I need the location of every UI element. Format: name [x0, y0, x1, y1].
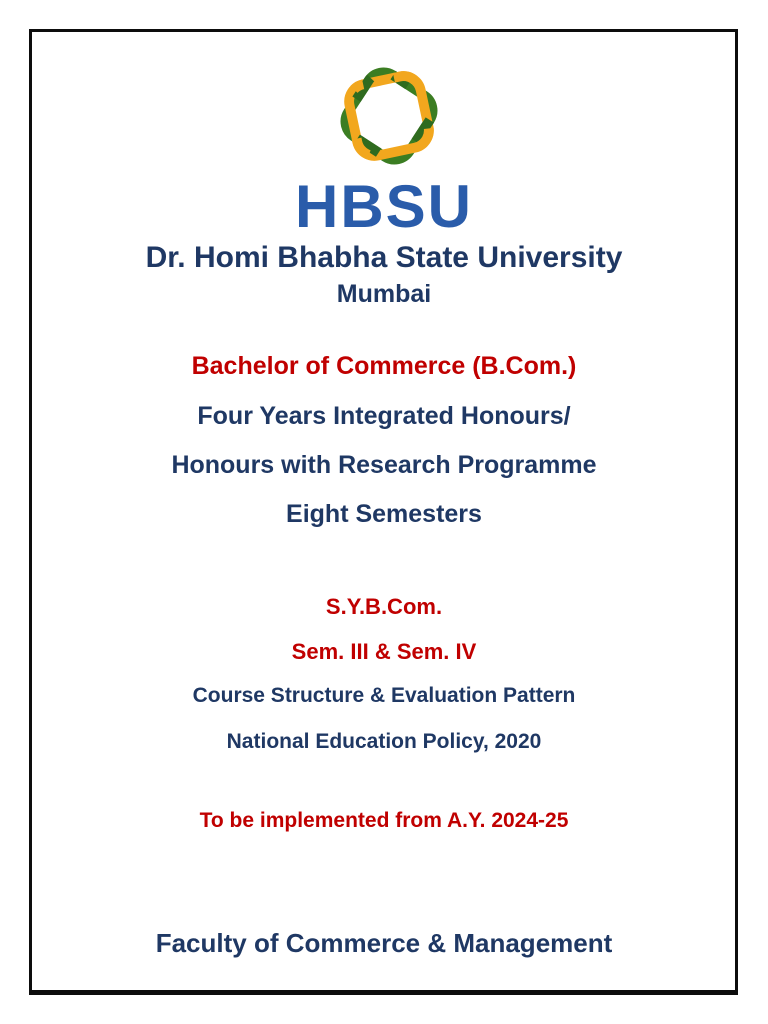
university-city: Mumbai — [336, 280, 432, 308]
semesters: Sem. III & Sem. IV — [291, 639, 477, 664]
education-policy-line: National Education Policy, 2020 — [226, 730, 542, 753]
university-logo — [0, 57, 768, 175]
study-year: S.Y.B.Com. — [325, 594, 443, 619]
course-structure-line: Course Structure & Evaluation Pattern — [192, 684, 576, 707]
logo-acronym: HBSU — [294, 173, 473, 240]
programme-degree: Bachelor of Commerce (B.Com.) — [191, 352, 577, 380]
programme-line-3: Eight Semesters — [286, 500, 482, 528]
university-name: Dr. Homi Bhabha State University — [145, 241, 623, 274]
programme-line-2: Honours with Research Programme — [171, 451, 597, 479]
faculty-name: Faculty of Commerce & Management — [155, 928, 613, 958]
programme-line-1: Four Years Integrated Honours/ — [197, 402, 571, 430]
hbsu-knot-icon — [330, 57, 448, 175]
implementation-note: To be implemented from A.Y. 2024-25 — [199, 809, 569, 832]
